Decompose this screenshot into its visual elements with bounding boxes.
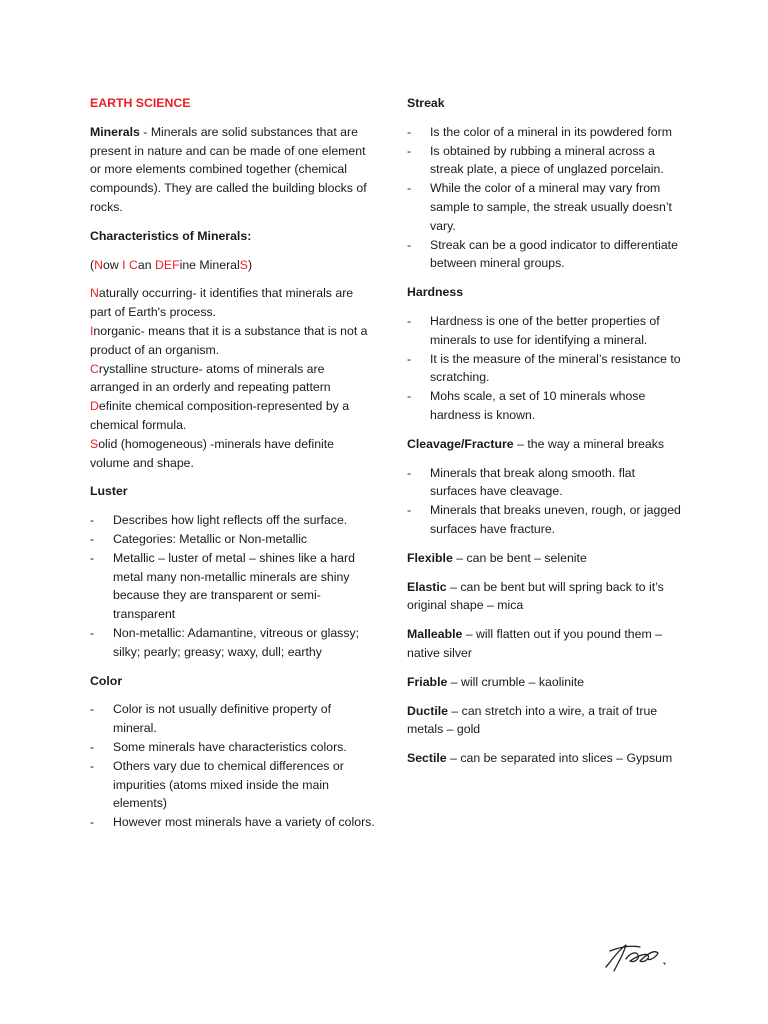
hardness-heading: Hardness (407, 285, 464, 300)
characteristic-text: rystalline structure- atoms of minerals are arranged in an orderly and repeating pattern (90, 361, 331, 395)
list-item: - It is the measure of the mineral’s resistance to scratching. (407, 350, 682, 388)
mnemonic-open: ( (90, 257, 95, 272)
property-flexible (407, 549, 682, 568)
acronym-letter: I (90, 323, 94, 338)
characteristics-list (90, 284, 375, 472)
characteristic-text: aturally occurring- it identifies that minerals are part of Earth's process. (90, 286, 354, 320)
hardness-list (407, 312, 682, 425)
list-item: - Non-metallic: Adamantine, vitreous or glassy; silky; pearly; greasy; waxy, dull; earthy (90, 624, 375, 662)
page-title: EARTH SCIENCE (90, 96, 191, 110)
signature (600, 935, 680, 975)
mnemonic-letter: DEF (154, 257, 180, 272)
characteristic-item (90, 284, 375, 322)
mnemonic-text: an (137, 257, 155, 272)
property-term: Malleable (407, 627, 463, 642)
luster-heading: Luster (90, 484, 128, 499)
mnemonic-text: ine Mineral (179, 257, 240, 272)
mnemonic-letter: N (94, 257, 103, 272)
right-column (407, 94, 682, 778)
property-text: – will crumble – kaolinite (447, 674, 585, 689)
acronym-letter: D (90, 399, 99, 414)
characteristic-text: norganic- means that it is a substance that is not a product of an organism. (90, 323, 368, 357)
property-term: Flexible (407, 550, 453, 565)
property-friable (407, 673, 682, 692)
property-sectile (407, 749, 682, 768)
list-item: - Others vary due to chemical differences or impurities (atoms mixed inside the main elements) (90, 757, 375, 813)
property-text: – can be bent but will spring back to it’s original shape – mica (407, 579, 664, 613)
list-item: - Minerals that break along smooth. flat surfaces have cleavage. (407, 464, 682, 502)
property-elastic (407, 578, 682, 616)
streak-heading: Streak (407, 96, 445, 110)
property-text: – will flatten out if you pound them – native silver (407, 627, 662, 660)
left-column (90, 94, 375, 842)
property-term: Friable (407, 674, 448, 689)
property-text: – can stretch into a wire, a trait of true metals – gold (407, 703, 658, 737)
mnemonic-close: ) (247, 257, 253, 272)
list-item: - Mohs scale, a set of 10 minerals whose hardness is known. (407, 387, 682, 425)
property-term: Sectile (407, 751, 447, 766)
property-text: – can be separated into slices – Gypsum (446, 751, 673, 766)
cleavage-list (407, 464, 682, 539)
mnemonic-letter: I (122, 257, 126, 272)
list-item: - Is obtained by rubbing a mineral across a streak plate, a piece of unglazed porcelain. (407, 142, 682, 180)
list-item: - While the color of a mineral may vary from sample to sample, the streak usually doesn’t vary. (407, 179, 682, 235)
characteristic-item (90, 397, 375, 435)
characteristics-heading: Characteristics of Minerals: (90, 228, 252, 243)
acronym-letter: S (90, 436, 99, 451)
property-text: – can be bent – selenite (452, 550, 587, 565)
cleavage-text: – the way a mineral breaks (513, 436, 665, 451)
list-item: - Categories: Metallic or Non-metallic (90, 530, 375, 549)
characteristic-item (90, 322, 375, 360)
streak-list (407, 123, 682, 273)
property-term: Elastic (407, 579, 447, 594)
characteristic-text: efinite chemical composition-represented by a chemical formula. (90, 399, 350, 432)
property-term: Ductile (407, 703, 448, 718)
color-list (90, 700, 375, 832)
characteristic-item (90, 435, 375, 473)
characteristic-item (90, 360, 375, 398)
property-ductile (407, 702, 682, 740)
list-item: - Streak can be a good indicator to differentiate between mineral groups. (407, 236, 682, 274)
list-item: - Hardness is one of the better properties of minerals to use for identifying a mineral. (407, 312, 682, 350)
cleavage-term: Cleavage/Fracture (407, 436, 514, 451)
mnemonic (90, 256, 375, 275)
color-heading: Color (90, 673, 123, 688)
cleavage-definition (407, 435, 682, 454)
minerals-term: Minerals (90, 124, 140, 139)
list-item: - Describes how light reflects off the surface. (90, 511, 375, 530)
luster-list (90, 511, 375, 661)
mnemonic-text: ow (103, 257, 123, 272)
mnemonic-letter: C (128, 257, 138, 272)
list-item: - Metallic – luster of metal – shines like a hard metal many non-metallic minerals are shiny because they are transparent or semi-transparent (90, 549, 375, 624)
list-item: - Color is not usually definitive property of mineral. (90, 700, 375, 738)
mnemonic-letter: S (239, 257, 248, 272)
list-item: - Some minerals have characteristics colors. (90, 738, 375, 757)
minerals-definition (90, 123, 375, 217)
characteristic-text: olid (homogeneous) -minerals have definite volume and shape. (90, 436, 335, 470)
list-item: - Minerals that breaks uneven, rough, or jagged surfaces have fracture. (407, 501, 682, 539)
list-item: - However most minerals have a variety of colors. (90, 813, 375, 832)
property-malleable (407, 625, 682, 663)
acronym-letter: N (90, 286, 99, 301)
minerals-text: - Minerals are solid substances that are present in nature and can be made of one element or more elements combined together (chemical compounds). They are called the building blocks of rocks. (90, 124, 367, 214)
list-item: - Is the color of a mineral in its powdered form (407, 123, 682, 142)
acronym-letter: C (90, 361, 99, 376)
